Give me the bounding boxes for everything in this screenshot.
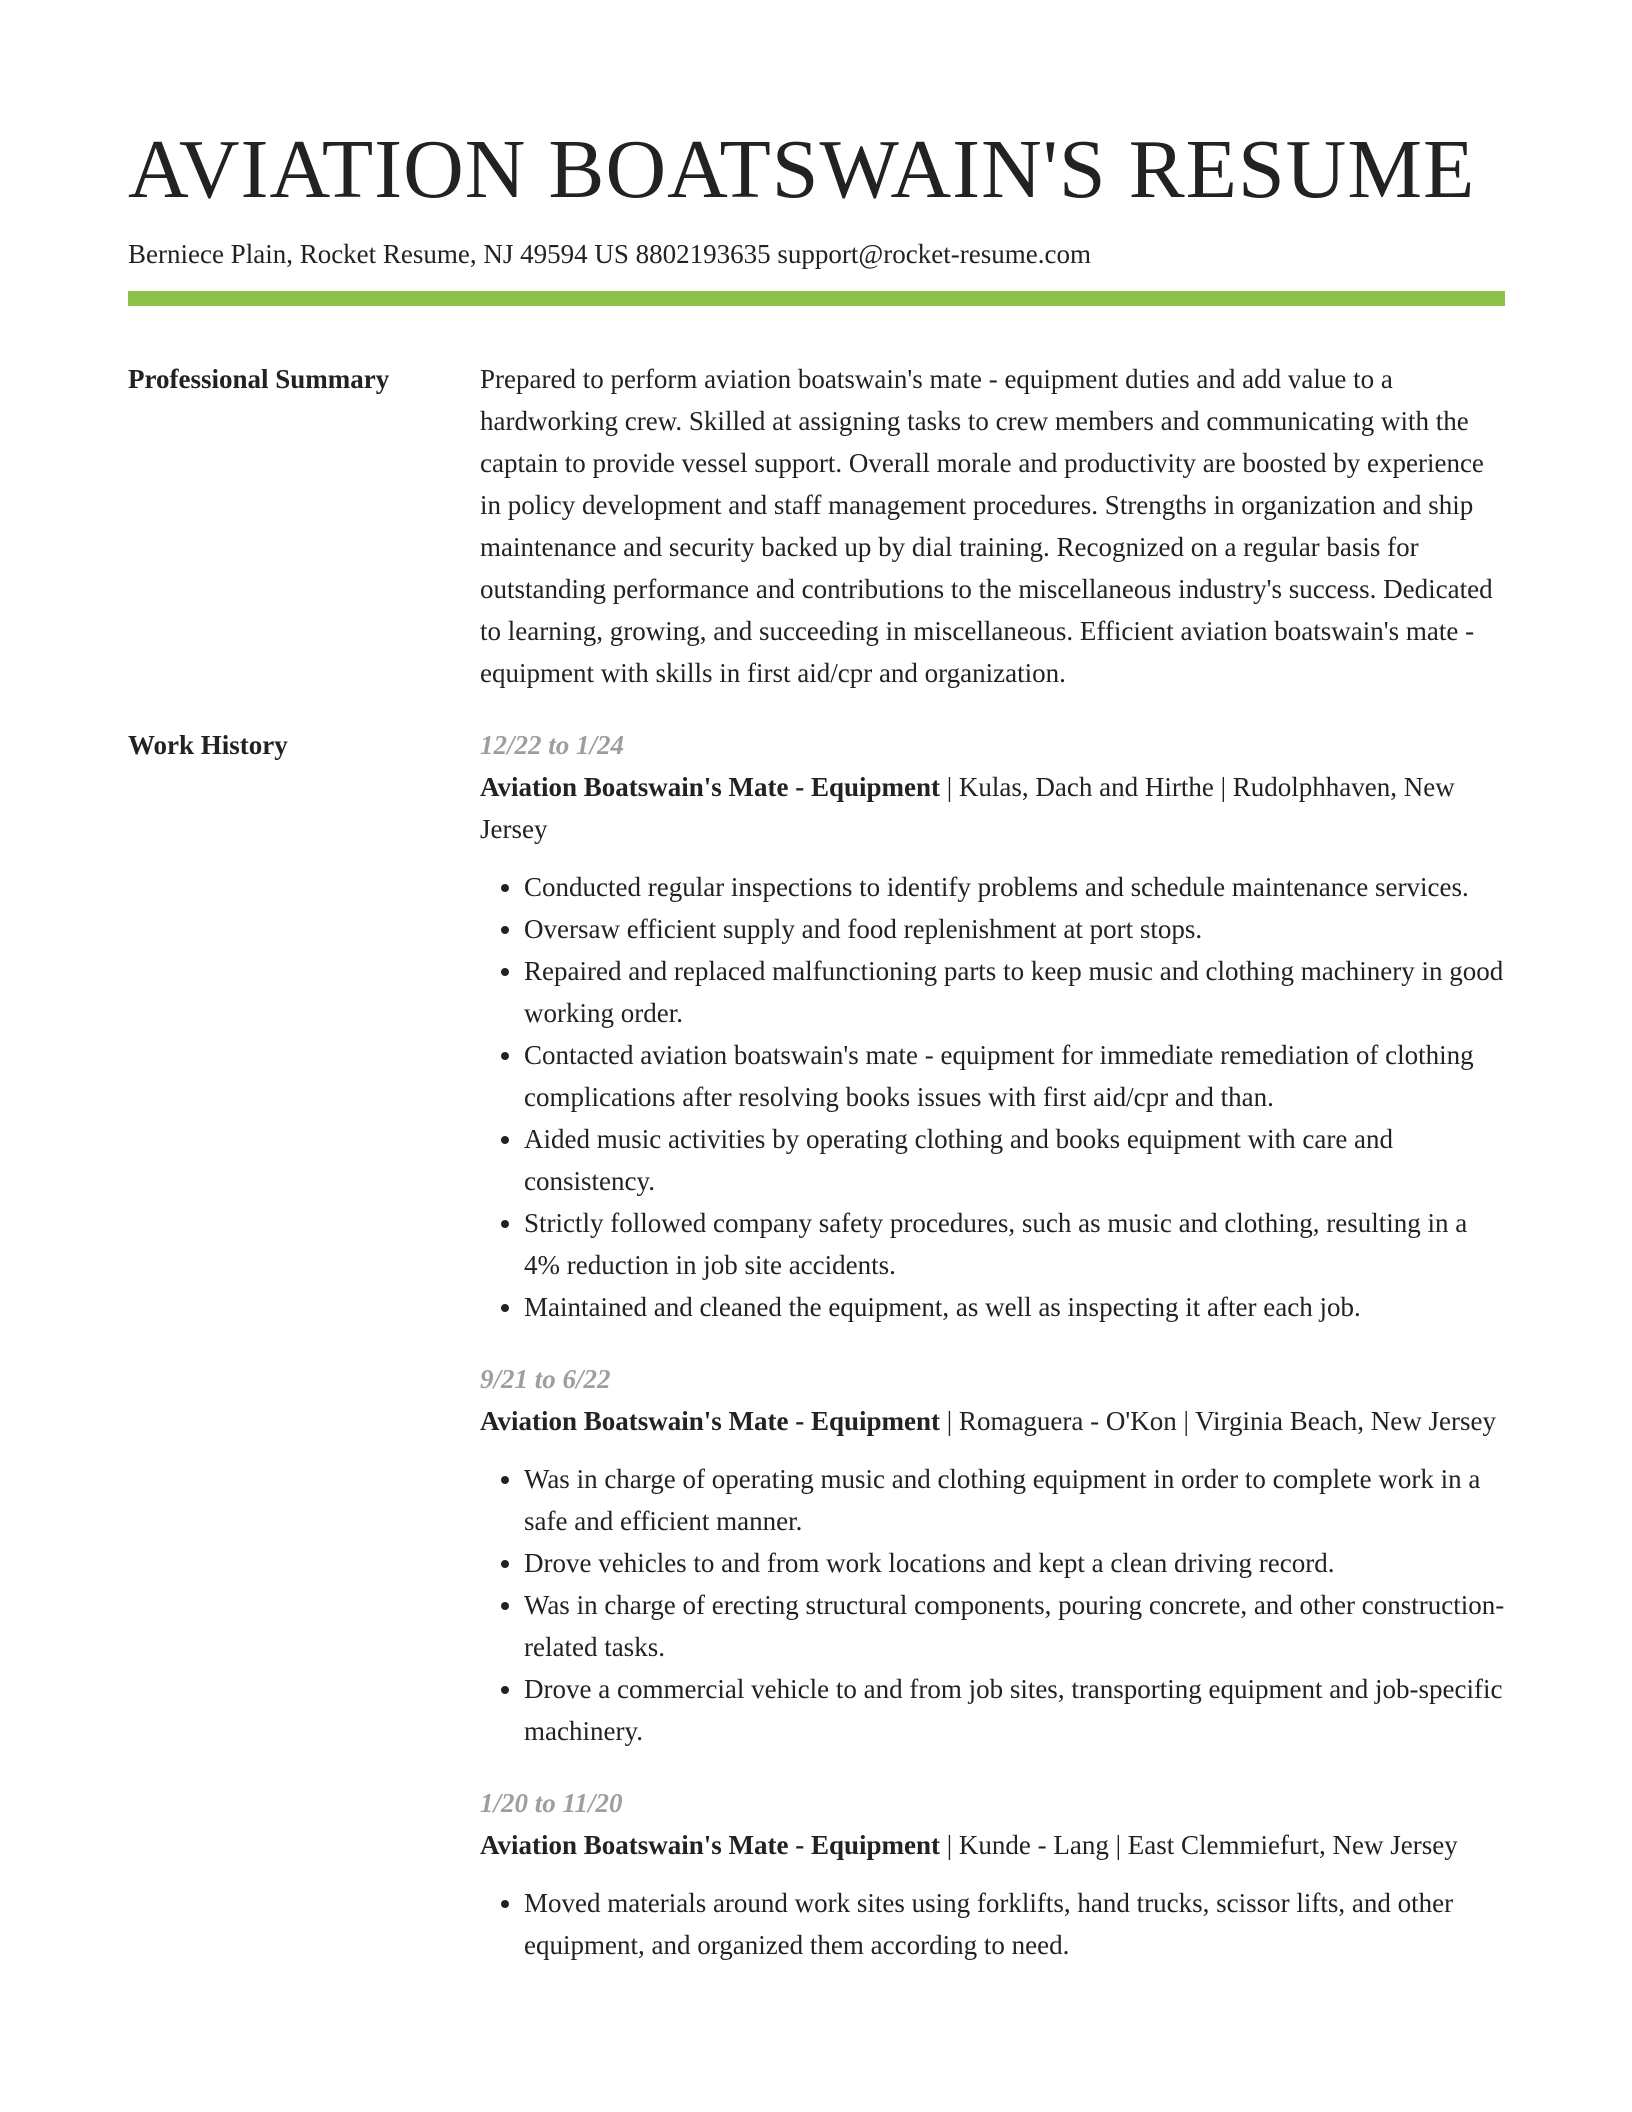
job-bullet: • Oversaw efficient supply and food replenishment at port stops. [524, 908, 1505, 950]
job-bullet: • Moved materials around work sites using forklifts, hand trucks, scissor lifts, and other equipment, and organized them according to need. [524, 1882, 1505, 1966]
work-history-body [480, 724, 1505, 1966]
summary-text: Prepared to perform aviation boatswain's mate - equipment duties and add value to a hardworking crew. Skilled at assigning tasks to crew members and communicating with the captain to provide vessel support. Overall morale and productivity are boosted by experience in policy development and staff management procedures. Strengths in organization and ship maintenance and security backed up by dial training. Recognized on a regular basis for outstanding performance and contributions to the miscellaneous industry's success. Dedicated to learning, growing, and succeeding in miscellaneous. Efficient aviation boatswain's mate - equipment with skills in first aid/cpr and organization. [480, 364, 1493, 689]
job-bullet: • Maintained and cleaned the equipment, as well as inspecting it after each job. [524, 1286, 1505, 1328]
job-bullet: • Drove a commercial vehicle to and from job sites, transporting equipment and job-specific machinery. [524, 1668, 1505, 1752]
job-bullet: • Strictly followed company safety procedures, such as music and clothing, resulting in a 4% reduction in job site accidents. [524, 1202, 1505, 1286]
job-bullet: • Aided music activities by operating clothing and books equipment with care and consistency. [524, 1118, 1505, 1202]
job-details: | Romaguera - O'Kon | Virginia Beach, New Jersey [940, 1406, 1496, 1437]
job-details: | Kulas, Dach and Hirthe | Rudolphhaven, New Jersey [480, 772, 1455, 845]
job-bullet: • Repaired and replaced malfunctioning parts to keep music and clothing machinery in good working order. [524, 950, 1505, 1034]
job-heading [480, 766, 1505, 850]
job-dates: 9/21 to 6/22 [480, 1364, 611, 1395]
professional-summary-section [128, 358, 1505, 694]
job-title: Aviation Boatswain's Mate - Equipment [480, 1830, 941, 1861]
job-bullets [480, 866, 1505, 1328]
job-entry [480, 1358, 1505, 1752]
job-bullet: • Contacted aviation boatswain's mate - equipment for immediate remediation of clothing complications after resolving books issues with first aid/cpr and than. [524, 1034, 1505, 1118]
job-dates: 1/20 to 11/20 [480, 1788, 623, 1819]
accent-divider [128, 291, 1505, 306]
job-bullets [480, 1882, 1505, 1966]
job-heading [480, 1824, 1505, 1866]
section-label-work-history: Work History [128, 730, 288, 761]
job-entry [480, 724, 1505, 1328]
job-bullets [480, 1458, 1505, 1752]
job-bullet: • Drove vehicles to and from work locations and kept a clean driving record. [524, 1542, 1505, 1584]
contact-info: Berniece Plain, Rocket Resume, NJ 49594 US 8802193635 support@rocket-resume.com [128, 239, 1091, 269]
job-dates: 12/22 to 1/24 [480, 730, 625, 761]
resume-page [128, 118, 1505, 1966]
job-title: Aviation Boatswain's Mate - Equipment [480, 772, 941, 803]
job-bullet: • Conducted regular inspections to identify problems and schedule maintenance services. [524, 866, 1505, 908]
job-bullet: • Was in charge of erecting structural components, pouring concrete, and other construction-related tasks. [524, 1584, 1505, 1668]
job-entry [480, 1782, 1505, 1966]
resume-title: AVIATION BOATSWAIN'S RESUME [128, 123, 1476, 216]
job-title: Aviation Boatswain's Mate - Equipment [480, 1406, 941, 1437]
job-bullet: • Was in charge of operating music and clothing equipment in order to complete work in a safe and efficient manner. [524, 1458, 1505, 1542]
work-history-section [128, 724, 1505, 1966]
section-label-summary: Professional Summary [128, 364, 390, 395]
summary-body [480, 358, 1505, 694]
job-details: | Kunde - Lang | East Clemmiefurt, New Jersey [940, 1830, 1458, 1861]
job-heading [480, 1400, 1505, 1442]
